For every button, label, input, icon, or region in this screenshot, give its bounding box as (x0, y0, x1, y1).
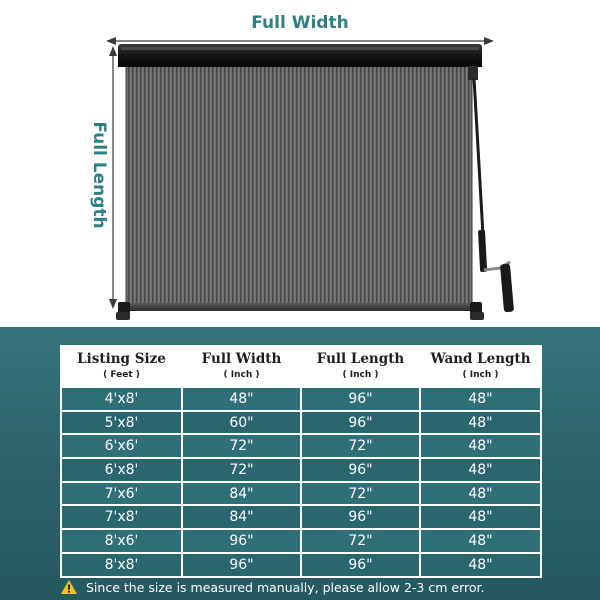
cell-full-width: 48" (182, 387, 301, 411)
table-row (61, 387, 541, 411)
notice-text: Since the size is measured manually, please allow 2-3 cm error. (86, 579, 485, 595)
header-title: Full Width (201, 351, 282, 367)
table-row (61, 458, 541, 482)
crank-wand (474, 78, 514, 312)
full-width-label: Full Width (251, 13, 349, 33)
width-dimension-arrow (106, 37, 494, 45)
header-title: Full Length (316, 351, 405, 367)
cell-wand-length: 48" (420, 505, 541, 529)
header-listing-size (61, 346, 182, 388)
cell-full-width: 96" (182, 553, 301, 577)
headrail (118, 44, 482, 67)
cell-listing-size: 4'x8' (61, 387, 182, 411)
cell-listing-size: 5'x8' (61, 411, 182, 435)
header-wand-length (420, 346, 541, 388)
cell-wand-length: 48" (420, 553, 541, 577)
header-unit: ( Inch ) (462, 370, 499, 380)
cell-listing-size: 7'x6' (61, 482, 182, 506)
cell-full-width: 72" (182, 434, 301, 458)
cell-listing-size: 6'x6' (61, 434, 182, 458)
table-row (61, 434, 541, 458)
header-unit: ( Inch ) (342, 370, 379, 380)
cell-wand-length: 48" (420, 458, 541, 482)
bottom-bar (116, 302, 484, 320)
table-row (61, 505, 541, 529)
shade-fabric (126, 66, 472, 306)
header-full-width (182, 346, 301, 388)
size-table (60, 345, 542, 578)
cell-full-length: 96" (301, 387, 420, 411)
cell-wand-length: 48" (420, 482, 541, 506)
table-row (61, 411, 541, 435)
length-dimension-arrow (109, 46, 117, 309)
cell-full-length: 96" (301, 458, 420, 482)
measurement-notice (60, 578, 560, 596)
table-header-row (61, 346, 541, 388)
cell-wand-length: 48" (420, 529, 541, 553)
cell-full-width: 96" (182, 529, 301, 553)
cell-full-length: 96" (301, 411, 420, 435)
cell-full-length: 72" (301, 482, 420, 506)
header-unit: ( Inch ) (223, 370, 260, 380)
cell-wand-length: 48" (420, 411, 541, 435)
cell-full-length: 72" (301, 434, 420, 458)
header-title: Wand Length (430, 351, 531, 367)
cell-listing-size: 6'x8' (61, 458, 182, 482)
cell-listing-size: 8'x8' (61, 553, 182, 577)
cell-wand-length: 48" (420, 387, 541, 411)
cell-full-width: 84" (182, 505, 301, 529)
table-row (61, 529, 541, 553)
table-row (61, 482, 541, 506)
cell-full-length: 72" (301, 529, 420, 553)
table-row (61, 553, 541, 577)
full-length-label: Full Length (89, 121, 109, 229)
warning-icon (60, 579, 78, 595)
cell-full-width: 60" (182, 411, 301, 435)
cell-wand-length: 48" (420, 434, 541, 458)
header-title: Listing Size (77, 351, 166, 367)
cell-full-length: 96" (301, 553, 420, 577)
cell-listing-size: 8'x6' (61, 529, 182, 553)
cell-full-width: 84" (182, 482, 301, 506)
header-unit: ( Feet ) (103, 370, 140, 380)
cell-full-width: 72" (182, 458, 301, 482)
header-full-length (301, 346, 420, 388)
cell-full-length: 96" (301, 505, 420, 529)
size-chart-panel (0, 327, 600, 600)
size-table-container (60, 345, 540, 571)
cell-listing-size: 7'x8' (61, 505, 182, 529)
